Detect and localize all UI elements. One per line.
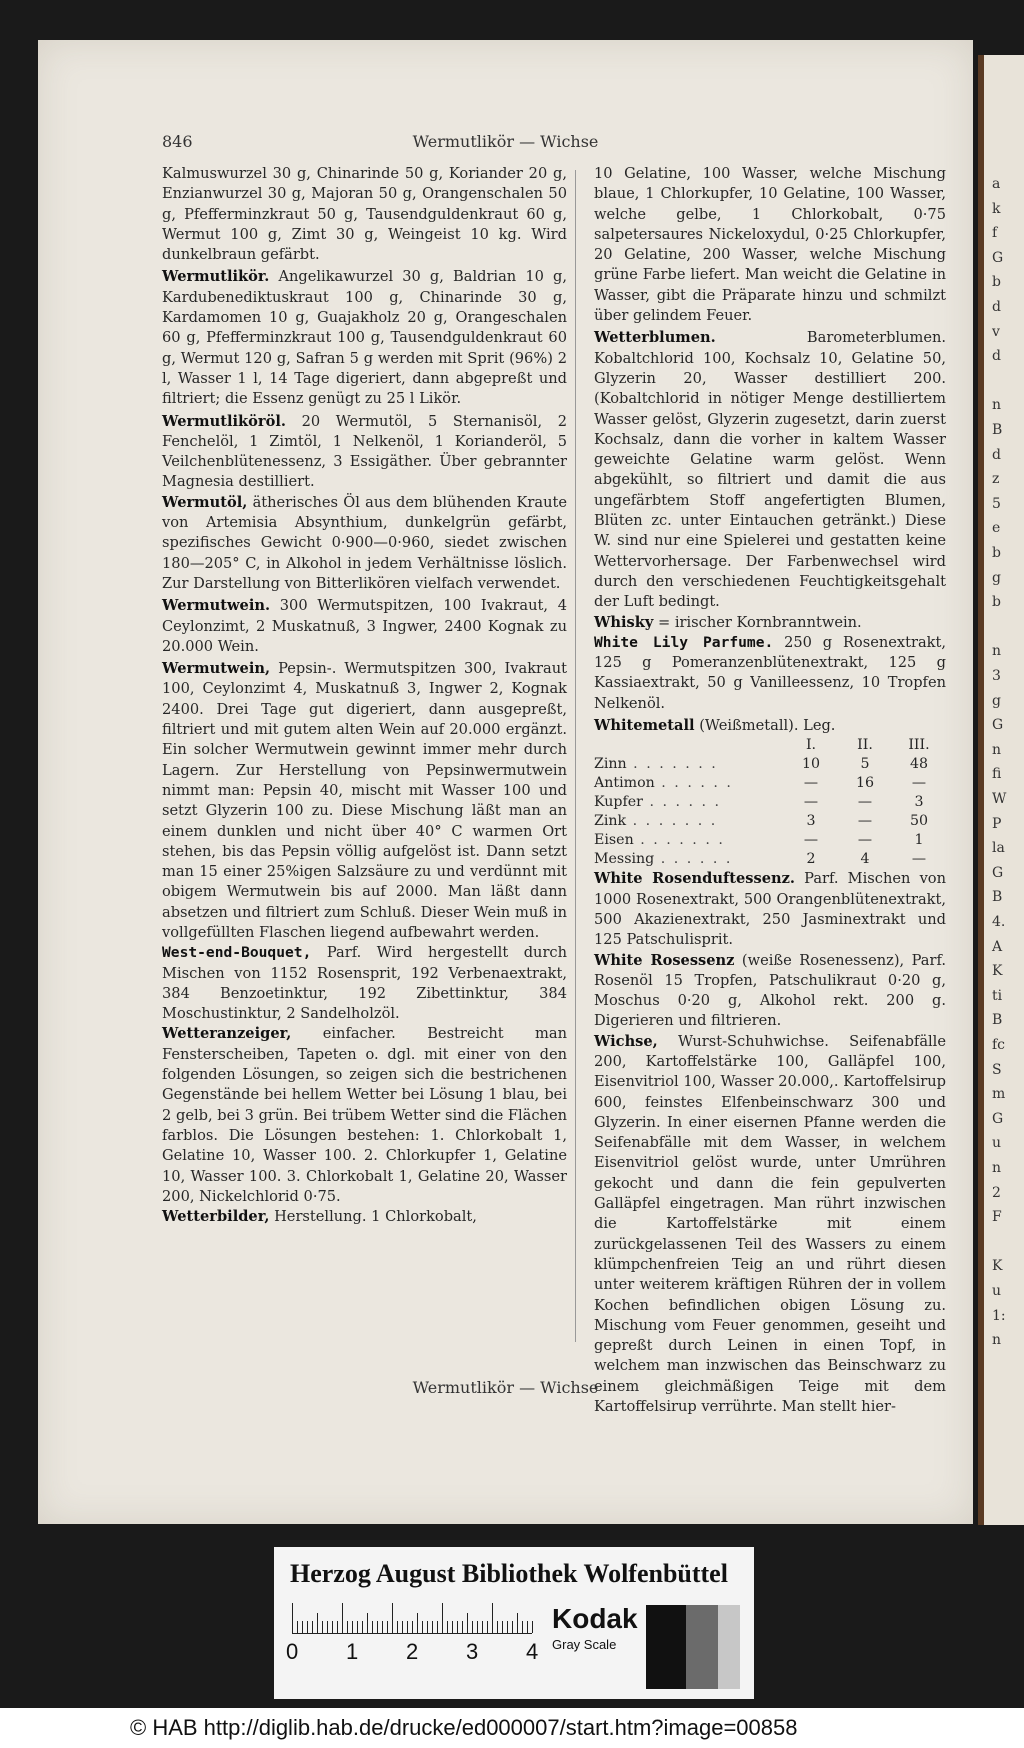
headword: Whisky (594, 613, 654, 631)
adjacent-page-fragment: fi (992, 766, 1002, 783)
table-cell: — (911, 775, 927, 792)
table-cell: 3 (914, 794, 924, 811)
entry-text: 250 g Rosenextrakt, 125 g Pomeranzenblütenextrakt, 125 g Kassiaextrakt, 50 g Vanilleessenz, 10 Tropfen Nelkenöl. (594, 633, 946, 712)
ruler-tick (382, 1621, 383, 1633)
ruler-tick (507, 1621, 508, 1633)
table-cell: — (803, 832, 819, 849)
adjacent-page-fragment: d (992, 299, 1001, 315)
metal-name: Messing (594, 851, 655, 868)
adjacent-page-fragment: m (992, 1086, 1006, 1103)
headword: Wermutlikör. (162, 268, 270, 286)
table-cell: — (857, 794, 873, 811)
table-cell: 48 (909, 756, 929, 773)
entry-text: Herstellung. 1 Chlorkobalt, (269, 1208, 477, 1226)
entry (594, 716, 946, 736)
adjacent-page-fragment: f (992, 225, 998, 242)
ruler-tick (512, 1621, 513, 1633)
entry (162, 267, 567, 409)
paragraph: 10 Gelatine, 100 Wasser, welche Mischung blaue, 1 Chlorkupfer, 10 Gelatine, 100 Wasser, welche gelbe, 1 Chlorkobalt, 0·75 salpetersaures Nickeloxydul, 0·25 Chlorkupfer, 20 Gelatine, 200 Wasser, welche Mischung grüne Farbe liefert. Man weicht die Gelatine in Wasser, gibt die Präparate hinzu und schmilzt über gelindem Feuer. (594, 165, 946, 325)
ruler-tick (347, 1621, 348, 1633)
ruler-label: 1 (346, 1639, 359, 1664)
ruler-tick (307, 1621, 308, 1633)
ruler-tick (527, 1621, 528, 1633)
ruler-tick (457, 1621, 458, 1633)
entry-text: Parf. Mischen von 1000 Rosenextrakt, 500 Orangenblütenextrakt, 500 Akazienextrakt, 250 Jasminextrakt und 125 Patschulisprit. (594, 870, 946, 949)
adjacent-page-fragment: z (992, 471, 1000, 488)
metal-name: Kupfer (594, 794, 643, 811)
ruler-tick (397, 1621, 398, 1633)
table-cell: 2 (806, 851, 816, 868)
entry (594, 869, 946, 950)
entry (162, 596, 567, 657)
library-name: Herzog August Bibliothek Wolfenbüttel (290, 1559, 728, 1588)
headword: Wermutöl, (162, 493, 248, 511)
adjacent-page-fragment: b (992, 594, 1001, 611)
ruler-tick (447, 1621, 448, 1633)
adjacent-page-fragment: la (992, 840, 1005, 857)
adjacent-page-fragment: A (992, 938, 1003, 955)
entry (594, 328, 946, 612)
adjacent-page-fragment: 5 (992, 495, 1001, 512)
ruler-tick (292, 1603, 293, 1633)
ruler-tick (362, 1621, 363, 1633)
ruler-tick (377, 1621, 378, 1633)
table-row: Kupfer . . . . . . — — 3 (594, 793, 946, 812)
metal-name: Eisen (594, 832, 634, 849)
adjacent-page-fragment: d (992, 446, 1001, 463)
table-cell: 10 (801, 756, 821, 773)
table-cell: 16 (855, 775, 875, 792)
adjacent-page-fragment: e (992, 520, 1001, 537)
adjacent-page-fragment: a (992, 176, 1001, 192)
headword: White Lily Parfume. (594, 633, 774, 651)
adjacent-page-fragment: G (992, 864, 1004, 881)
adjacent-page-fragment: 4. (992, 914, 1006, 930)
headword: Wetteranzeiger, (162, 1025, 292, 1043)
ruler-tick (442, 1603, 443, 1633)
table-cell: — (911, 851, 927, 868)
entry-text: Pepsin-. Wermutspitzen 300, Ivakraut 100, Ceylonzimt 4, Muskatnuß 3, Ingwer 2, Kognak 2400. Drei Tage gut digeriert, dann ausgepreßt, filtriert und mit gutem alten Wein auf 20.000 ergänzt. Ein solcher Wermutwein gewinnt immer mehr durch Lagern. Zur Herstellung von Pepsinwermutwein nimmt man: Pepsin 40, mischt mit Wasser 100 und setzt Glyzerin 100 zu. Diese Mischung läßt man an einem dunklen und nicht über 40° C warmen Ort stehen, bis das Pepsin völlig aufgelöst ist. Dann setzt man 15 einer 25%igen Salzsäure zu und verdünnt mit obigem Wermutwein bis auf 2000. Man läßt dann absetzen und filtriert zum Schluß. Dieser Wein muß in vollgefüllten Flaschen liegend aufbewahrt werden. (162, 660, 567, 941)
adjacent-page-fragment: g (992, 569, 1001, 586)
ruler-label: 0 (286, 1639, 299, 1664)
ruler-tick (407, 1621, 408, 1633)
alloy-column-header: II. (857, 737, 873, 754)
adjacent-page-fragment: k (992, 200, 1001, 217)
entry-text: 300 Wermutspitzen, 100 Ivakraut, 4 Ceylonzimt, 2 Muskatnuß, 3 Ingwer, 2400 Kognak zu 20.000 Wein. (162, 597, 567, 655)
adjacent-page-fragment: K (992, 963, 1003, 980)
ruler-tick (387, 1621, 388, 1633)
ruler-tick (302, 1621, 303, 1633)
page-number: 846 (162, 132, 193, 151)
headword: White Rosenduftessenz. (594, 870, 795, 888)
entry-text: Angelikawurzel 30 g, Baldrian 10 g, Kardubenediktuskraut 100 g, Chinarinde 30 g, Kardamomen 10 g, Guajakholz 20 g, Orangeschalen 60 g, Pfefferminzkraut 100 g, Tausendguldenkraut 60 g, Wermut 120 g, Safran 5 g werden mit Sprit (96%) 2 l, Wasser 1 l, 14 Tage digeriert, dann abgepreßt und filtriert; die Essenz genügt zu 25 l Likör. (162, 268, 567, 408)
headword: Whitemetall (594, 717, 695, 735)
left-column (162, 164, 567, 1227)
adjacent-page-fragment: n (992, 1160, 1002, 1176)
ruler-label: 2 (406, 1639, 419, 1664)
metal-name: Zinn (594, 756, 627, 773)
table-row: Eisen . . . . . . . — — 1 (594, 831, 946, 850)
table-cell: 4 (860, 851, 870, 868)
ruler-tick (452, 1621, 453, 1633)
table-cell: — (857, 813, 873, 830)
adjacent-page-fragment: B (992, 422, 1003, 438)
table-row: Antimon . . . . . . — 16 — (594, 774, 946, 793)
adjacent-page-fragment: 2 (992, 1184, 1001, 1201)
gray-swatch-dark (646, 1605, 686, 1689)
ruler-tick (522, 1621, 523, 1633)
ruler-tick (517, 1613, 518, 1633)
entry-text: Parf. Wird hergestellt durch Mischen von 1152 Rosensprit, 192 Verbenaextrakt, 384 Benzoetinktur, 192 Zibettinktur, 384 Moschustinktur, 2 Sandelholzöl. (162, 944, 567, 1023)
metal-name: Antimon (594, 775, 655, 792)
gray-scale-label: Gray Scale (552, 1637, 617, 1652)
adjacent-page-fragment: u (992, 1283, 1002, 1299)
ruler-tick (412, 1621, 413, 1633)
entry (594, 951, 946, 1032)
headword: Wetterblumen. (594, 329, 716, 347)
table-cell: — (857, 832, 873, 849)
ruler-tick (462, 1621, 463, 1633)
ruler-tick (392, 1603, 393, 1633)
gray-swatch-mid (686, 1605, 718, 1689)
adjacent-page-fragment: P (992, 815, 1002, 832)
ruler-tick (472, 1621, 473, 1633)
ruler-tick (432, 1621, 433, 1633)
entry (594, 613, 946, 633)
adjacent-page-fragment: K (992, 1258, 1003, 1275)
ruler-tick (532, 1621, 533, 1633)
headword: West-end-Bouquet, (162, 944, 312, 962)
ruler-tick (297, 1621, 298, 1633)
adjacent-page-fragment: 1: (992, 1307, 1006, 1324)
ruler-tick (337, 1621, 338, 1633)
entry-text: = irischer Kornbranntwein. (653, 613, 862, 631)
entry (162, 1024, 567, 1207)
adjacent-page-fragment: b (992, 274, 1001, 291)
ruler-tick (372, 1621, 373, 1633)
ruler-tick (402, 1621, 403, 1633)
adjacent-page-fragment: v (992, 323, 1000, 340)
entry (162, 493, 567, 594)
entry-text: einfacher. Bestreicht man Fensterscheiben, Tapeten o. dgl. mit einer von den folgenden Lösungen, so zeigen sich die bestrichenen Gegenstände bei hellem Wetter bei Lösung 1 blau, bei 2 gelb, bei 3 grün. Bei trübem Wetter sind die Flächen farblos. Die Lösungen bestehen: 1. Chlorkobalt 1, Gelatine 10, Wasser 100. 2. Chlorkupfer 1, Gelatine 10, Wasser 100. 3. Chlorkobalt 1, Gelatine 20, Wasser 200, Nickelchlorid 0·75. (162, 1025, 567, 1205)
table-row: Zinn . . . . . . . 10 5 48 (594, 755, 946, 774)
paragraph: Kalmuswurzel 30 g, Chinarinde 50 g, Koriander 20 g, Enzianwurzel 30 g, Majoran 50 g, Orangenschalen 50 g, Pfefferminzkraut 50 g, Tausendguldenkraut 60 g, Wermut 100 g, Zimt 30 g, Weingeist 10 kg. Wird dunkelbraun gefärbt. (162, 165, 567, 264)
metal-name: Zink (594, 813, 627, 830)
adjacent-page-fragment: G (992, 249, 1004, 266)
adjacent-page-fragment: 3 (992, 668, 1001, 684)
ruler-tick (492, 1603, 493, 1633)
ruler-tick (422, 1621, 423, 1633)
entry-text: 20 Wermutöl, 5 Sternanisöl, 2 Fenchelöl, 1 Zimtöl, 1 Nelkenöl, 1 Korianderöl, 5 Veilchenblütenessenz, 3 Essigäther. Über gebrannter Magnesia destilliert. (162, 412, 567, 491)
ruler-tick (317, 1613, 318, 1633)
entry (162, 412, 567, 493)
headword: Wetterbilder, (162, 1208, 270, 1226)
table-cell: 5 (860, 756, 870, 773)
ruler-tick (477, 1621, 478, 1633)
adjacent-page-fragment: u (992, 1135, 1002, 1152)
table-cell: — (803, 794, 819, 811)
entry (162, 659, 567, 943)
kodak-logo: Kodak (552, 1603, 638, 1634)
alloy-table (594, 736, 946, 869)
ruler-tick (467, 1613, 468, 1633)
ruler-tick (487, 1621, 488, 1633)
entry (162, 943, 567, 1024)
table-cell: 50 (909, 813, 929, 830)
right-column (594, 164, 946, 1417)
adjacent-page-fragment: b (992, 545, 1001, 561)
adjacent-page-fragment: n (992, 397, 1002, 414)
adjacent-page-fragment: B (992, 1012, 1003, 1029)
ruler-tick (312, 1621, 313, 1633)
adjacent-page-fragment: n (992, 741, 1002, 758)
running-foot: Wermutlikör — Wichse (412, 1378, 599, 1397)
entry-text: Barometerblumen. Kobaltchlorid 100, Kochsalz 10, Gelatine 50, Glyzerin 20, Wasser destilliert 200. (Kobaltchlorid in nötiger Menge destilliertem Wasser gelöst, Glyzerin zugesetzt, darin zuerst Kochsalz, dann die vorher in kaltem Wasser geweichte Gelatine warm gelöst. Wenn abgekühlt, so filtriert und damit die aus ungefärbtem Stoff angefertigten Blumen, Blüten zc. unter Eintauchen getränkt.) Diese W. sind nur eine Spielerei und gestatten keine Wettervorhersage. Der Farbenwechsel wird durch den verschiedenen Feuchtigkeitsgehalt der Luft bedingt. (594, 329, 946, 611)
alloy-column-header: III. (908, 737, 930, 754)
ruler-tick (437, 1621, 438, 1633)
adjacent-page-fragment: n (992, 643, 1002, 660)
ruler-label: 4 (526, 1639, 539, 1664)
table-row: Zink . . . . . . . 3 — 50 (594, 812, 946, 831)
table-cell: 3 (806, 813, 816, 830)
ruler-tick (322, 1621, 323, 1633)
copyright-footer (0, 1708, 1024, 1748)
adjacent-page-fragment: fc (992, 1037, 1006, 1053)
gray-swatch-light (718, 1605, 740, 1689)
footer-url: © HAB http://diglib.hab.de/drucke/ed000007/start.htm?image=00858 (130, 1715, 798, 1740)
entry (594, 1032, 946, 1418)
headword: White Rosessenz (594, 951, 735, 969)
ruler-label: 3 (466, 1639, 479, 1664)
headword: Wermutliköröl. (162, 412, 286, 430)
table-cell: — (803, 775, 819, 792)
table-row: Messing . . . . . . 2 4 — (594, 850, 946, 869)
ruler-tick (367, 1613, 368, 1633)
ruler-tick (417, 1613, 418, 1633)
ruler-tick (502, 1621, 503, 1633)
entry (162, 1207, 567, 1227)
ruler-tick (342, 1603, 343, 1633)
entry-text: ätherisches Öl aus dem blühenden Kraute von Artemisia Absynthium, dunkelgrün gefärbt, spezifisches Gewicht 0·900—0·960, siedet zwischen 180—205° C, in Alkohol in jedem Verhältnisse löslich. Zur Darstellung von Bitterlikören vielfach verwendet. (162, 493, 567, 592)
adjacent-page-fragment: n (992, 1332, 1002, 1349)
ruler-tick (427, 1621, 428, 1633)
adjacent-page-fragment: ti (992, 987, 1003, 1004)
adjacent-page-fragment: S (992, 1061, 1002, 1078)
adjacent-page-fragment: d (992, 348, 1001, 365)
headword: Wermutwein. (162, 597, 271, 615)
entry-text: (Weißmetall). Leg. (694, 717, 836, 735)
entry-text: (weiße Rosenessenz), Parf. Rosenöl 15 Tropfen, Patschulikraut 0·20 g, Moschus 0·20 g, Alkohol rekt. 200 g. Digerieren und filtrieren. (594, 951, 946, 1030)
adjacent-page-fragment: B (992, 889, 1003, 906)
ruler-tick (327, 1621, 328, 1633)
alloy-table-header (594, 736, 946, 755)
color-calibration-card (274, 1547, 754, 1699)
table-cell: 1 (914, 832, 924, 849)
ruler-tick (482, 1621, 483, 1633)
entry (594, 633, 946, 714)
column-divider (575, 170, 576, 1342)
adjacent-page-fragment: G (992, 717, 1004, 734)
ruler-tick (332, 1621, 333, 1633)
adjacent-page-fragment: G (992, 1110, 1004, 1127)
adjacent-page-fragment: g (992, 692, 1001, 709)
scale-ruler (292, 1603, 532, 1634)
headword: Wichse, (594, 1032, 658, 1050)
ruler-tick (357, 1621, 358, 1633)
headword: Wermutwein, (162, 660, 271, 678)
alloy-column-header: I. (805, 737, 817, 754)
adjacent-page-fragment: W (992, 791, 1007, 807)
adjacent-page-fragment: F (992, 1209, 1002, 1226)
ruler-tick (352, 1621, 353, 1633)
running-head: Wermutlikör — Wichse (412, 132, 599, 151)
entry-text: Wurst-Schuhwichse. Seifenabfälle 200, Kartoffelstärke 100, Galläpfel 100, Eisenvitriol 100, Wasser 20.000,. Kartoffelsirup 600, feinstes Elfenbeinschwarz 300 und Glyzerin. In einer eisernen Pfanne werden die Seifenabfälle mit dem Wasser, in welchem Eisenvitriol gelöst wurde, unter Umrühren gekocht und dann die fein gepulverten Galläpfel eingetragen. Man rührt inzwischen die Kartoffelstärke mit einem zurückgelassenen Teil des Wassers zu einem klümpchenfreien Teig an und rührt diesen unter weiterem kräftigen Rühren der in vollem Kochen befindlichen obigen Lösung zu. Mischung vom Feuer genommen, geseiht und gepreßt durch Leinen in einen Topf, in welchem man inzwischen das Beinschwarz zu einem gleichmäßigen Teige mit dem Kartoffelsirup verrührte. Man stellt hier- (594, 1032, 946, 1416)
adjacent-page-edge (978, 55, 1024, 1525)
book-page (38, 40, 973, 1524)
ruler-tick (497, 1621, 498, 1633)
